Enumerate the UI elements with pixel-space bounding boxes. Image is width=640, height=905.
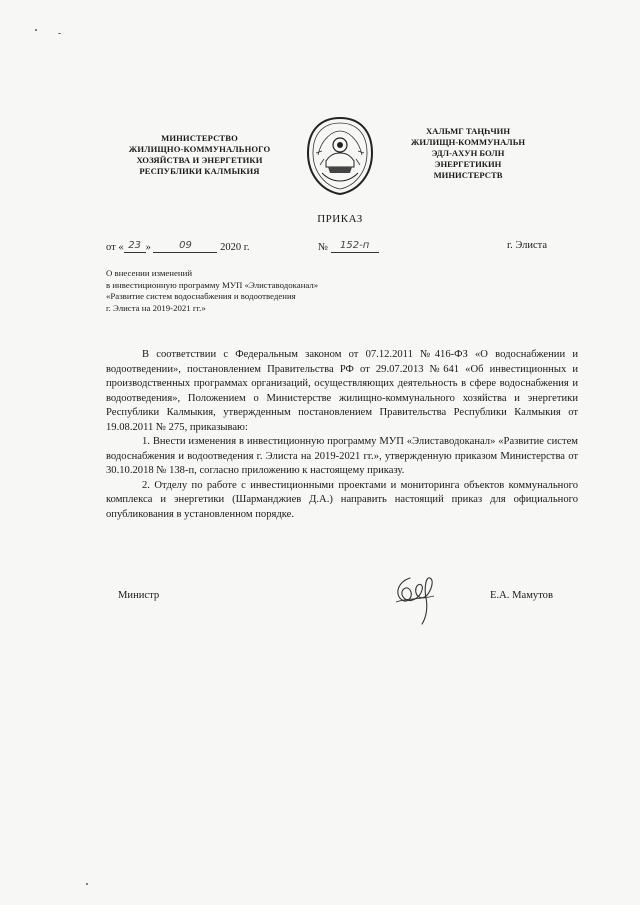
scan-speck <box>86 883 88 885</box>
header-line: ХАЛЬМГ ТАҢҺЧИН <box>425 126 511 136</box>
header-line: МИНИСТЕРСТВО <box>161 133 238 143</box>
item-2-paragraph: 2. Отделу по работе с инвестиционными проектами и мониторинга объектов коммунального комплекса и энергетики (Шарманджиев Д.А.) направить настоящий приказ для официального опубликования в установленном порядке. <box>106 479 578 520</box>
scan-speck <box>35 29 37 31</box>
signatory-title: Министр <box>118 590 160 601</box>
order-body <box>106 348 578 522</box>
subject-line: в инвестиционную программу МУП «Элиставодоканал» <box>106 279 319 290</box>
subject-line: «Развитие систем водоснабжения и водоотведения <box>106 291 296 301</box>
date-day: 23 <box>124 240 146 253</box>
header-line: МИНИСТЕРСТВ <box>433 170 503 180</box>
ministry-header-kalmyk <box>398 126 538 181</box>
date-quote: » <box>145 242 151 253</box>
header-line: ЭДЛ-АХУН БОЛН <box>431 148 505 158</box>
header-line: РЕСПУБЛИКИ КАЛМЫКИЯ <box>139 166 260 176</box>
emblem-of-kalmykia-icon <box>304 115 376 197</box>
handwritten-signature-icon <box>388 568 448 628</box>
number-prefix: № <box>318 242 329 253</box>
order-date <box>106 240 249 253</box>
number-value: 152-п <box>331 240 379 253</box>
document-title: ПРИКАЗ <box>317 213 363 225</box>
subject-line: г. Элиста на 2019-2021 гг.» <box>106 302 206 313</box>
date-month: 09 <box>153 240 217 253</box>
date-year: 2020 г. <box>220 242 250 253</box>
preamble-paragraph: В соответствии с Федеральным законом от 07.12.2011 №416-ФЗ «О водоснабжении и водоотведении», постановлением Правительства РФ от 29.07.2013 №641 «Об инвестиционных и производственных программах организаций, осуществляющих деятельность в сфере водоснабжения и водоотведения», Положением о Министерстве жилищно-коммунального хозяйства и энергетики Республики Калмыкия, утвержденным постановлением Правительства Республики Калмыкия от 19.08.2011 № 275, приказываю: <box>106 349 578 433</box>
header-line: ХОЗЯЙСТВА И ЭНЕРГЕТИКИ <box>136 155 263 165</box>
order-number <box>318 240 379 253</box>
header-line: ЖИЛИЩНО-КОММУНАЛЬНОГО <box>128 144 271 154</box>
header-line: ЭНЕРГЕТИКИН <box>434 159 502 169</box>
date-prefix: от « <box>106 242 124 253</box>
scan-speck <box>58 33 61 34</box>
signatory-name: Е.А. Мамутов <box>490 590 553 601</box>
item-1-paragraph: 1. Внести изменения в инвестиционную программу МУП «Элиставодоканал» «Развитие систем водоснабжения и водоотведения г. Элиста на 2019-2021 гг.», утвержденную приказом Министерства от 30.10.2018 № 138-п, согласно приложению к настоящему приказу. <box>106 436 578 476</box>
header-line: ЖИЛИЩН-КОММУНАЛЬН <box>410 137 526 147</box>
order-city: г. Элиста <box>507 240 548 251</box>
order-subject <box>106 268 386 314</box>
subject-line: О внесении изменений <box>106 268 193 278</box>
ministry-header-russian <box>112 133 287 177</box>
